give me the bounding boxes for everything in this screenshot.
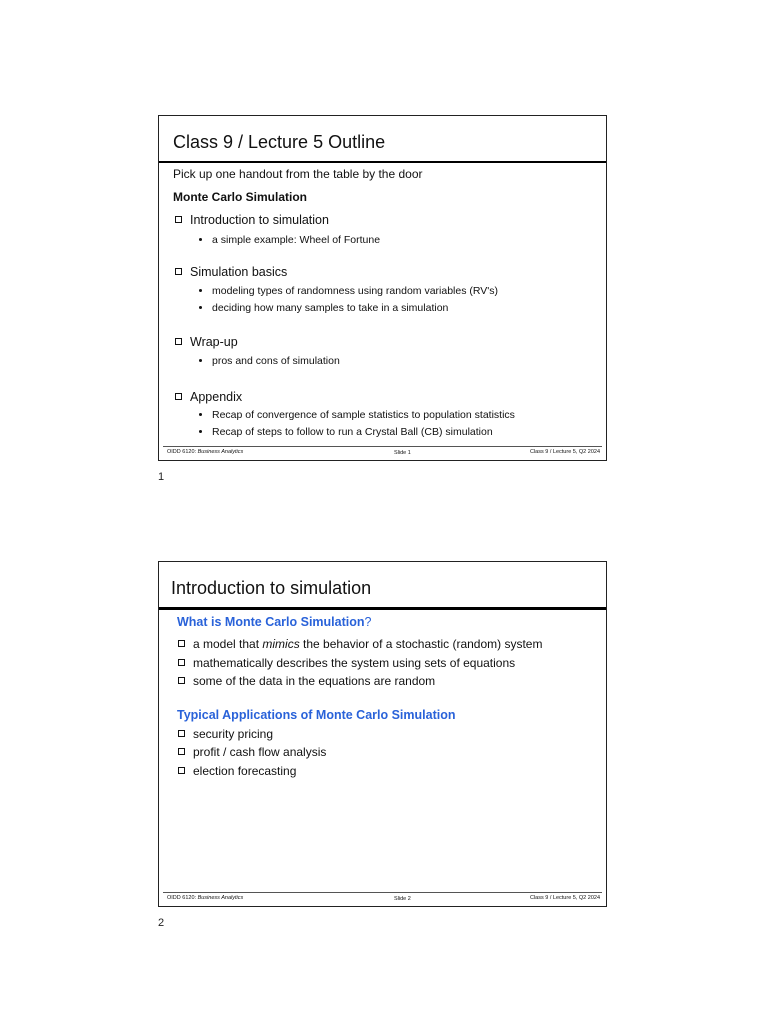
- outline-subitem: modeling types of randomness using random variables (RV's): [199, 285, 498, 297]
- list-item: profit / cash flow analysis: [178, 745, 326, 759]
- outline-subitem: Recap of convergence of sample statistics to population statistics: [199, 409, 515, 421]
- outline-item: Wrap-up: [175, 335, 238, 349]
- outline-subitem: deciding how many samples to take in a simulation: [199, 302, 448, 314]
- checkbox-bullet-icon: [178, 730, 185, 737]
- bullet-icon: [199, 413, 202, 416]
- title-divider: [159, 607, 606, 610]
- page-number: 1: [158, 471, 165, 483]
- slide-footer: [167, 895, 602, 905]
- footer-course: OIDD 6120: Business Analytics: [167, 449, 244, 455]
- slide-title: Class 9 / Lecture 5 Outline: [173, 132, 386, 152]
- checkbox-bullet-icon: [175, 393, 182, 400]
- footer-slide-number: Slide 1: [394, 450, 411, 456]
- list-item: some of the data in the equations are random: [178, 674, 435, 688]
- slide-footer: [167, 449, 602, 459]
- bullet-icon: [199, 430, 202, 433]
- slide-title: Introduction to simulation: [171, 578, 372, 598]
- footer-course: OIDD 6120: Business Analytics: [167, 895, 244, 901]
- checkbox-bullet-icon: [175, 216, 182, 223]
- footer-class-info: Class 9 / Lecture 5, Q2 2024: [529, 449, 600, 455]
- section-heading: What is Monte Carlo Simulation?: [177, 615, 372, 629]
- outline-item: Simulation basics: [175, 265, 287, 279]
- outline-subitem: Recap of steps to follow to run a Crystal Ball (CB) simulation: [199, 426, 493, 438]
- bullet-icon: [199, 238, 202, 241]
- bullet-icon: [199, 306, 202, 309]
- section-heading: Typical Applications of Monte Carlo Simulation: [177, 708, 456, 722]
- outline-item: Appendix: [175, 390, 242, 404]
- list-item: security pricing: [178, 727, 273, 741]
- checkbox-bullet-icon: [178, 748, 185, 755]
- footer-class-info: Class 9 / Lecture 5, Q2 2024: [529, 895, 600, 901]
- checkbox-bullet-icon: [175, 338, 182, 345]
- outline-subitem: pros and cons of simulation: [199, 355, 340, 367]
- slide-2: [158, 561, 607, 907]
- slide-1: [158, 115, 607, 461]
- list-item: mathematically describes the system using sets of equations: [178, 656, 515, 670]
- checkbox-bullet-icon: [175, 268, 182, 275]
- title-divider: [159, 161, 606, 163]
- checkbox-bullet-icon: [178, 640, 185, 647]
- list-item: a model that mimics the behavior of a stochastic (random) system: [178, 637, 542, 651]
- footer-divider: [163, 892, 602, 893]
- bullet-icon: [199, 289, 202, 292]
- intro-text: Pick up one handout from the table by the door: [173, 167, 423, 181]
- outline-subitem: a simple example: Wheel of Fortune: [199, 234, 380, 246]
- footer-slide-number: Slide 2: [394, 896, 411, 902]
- checkbox-bullet-icon: [178, 767, 185, 774]
- footer-divider: [163, 446, 602, 447]
- section-heading: Monte Carlo Simulation: [173, 190, 308, 204]
- bullet-icon: [199, 359, 202, 362]
- page-number: 2: [158, 917, 165, 929]
- checkbox-bullet-icon: [178, 659, 185, 666]
- checkbox-bullet-icon: [178, 677, 185, 684]
- list-item: election forecasting: [178, 764, 296, 778]
- outline-item: Introduction to simulation: [175, 213, 329, 227]
